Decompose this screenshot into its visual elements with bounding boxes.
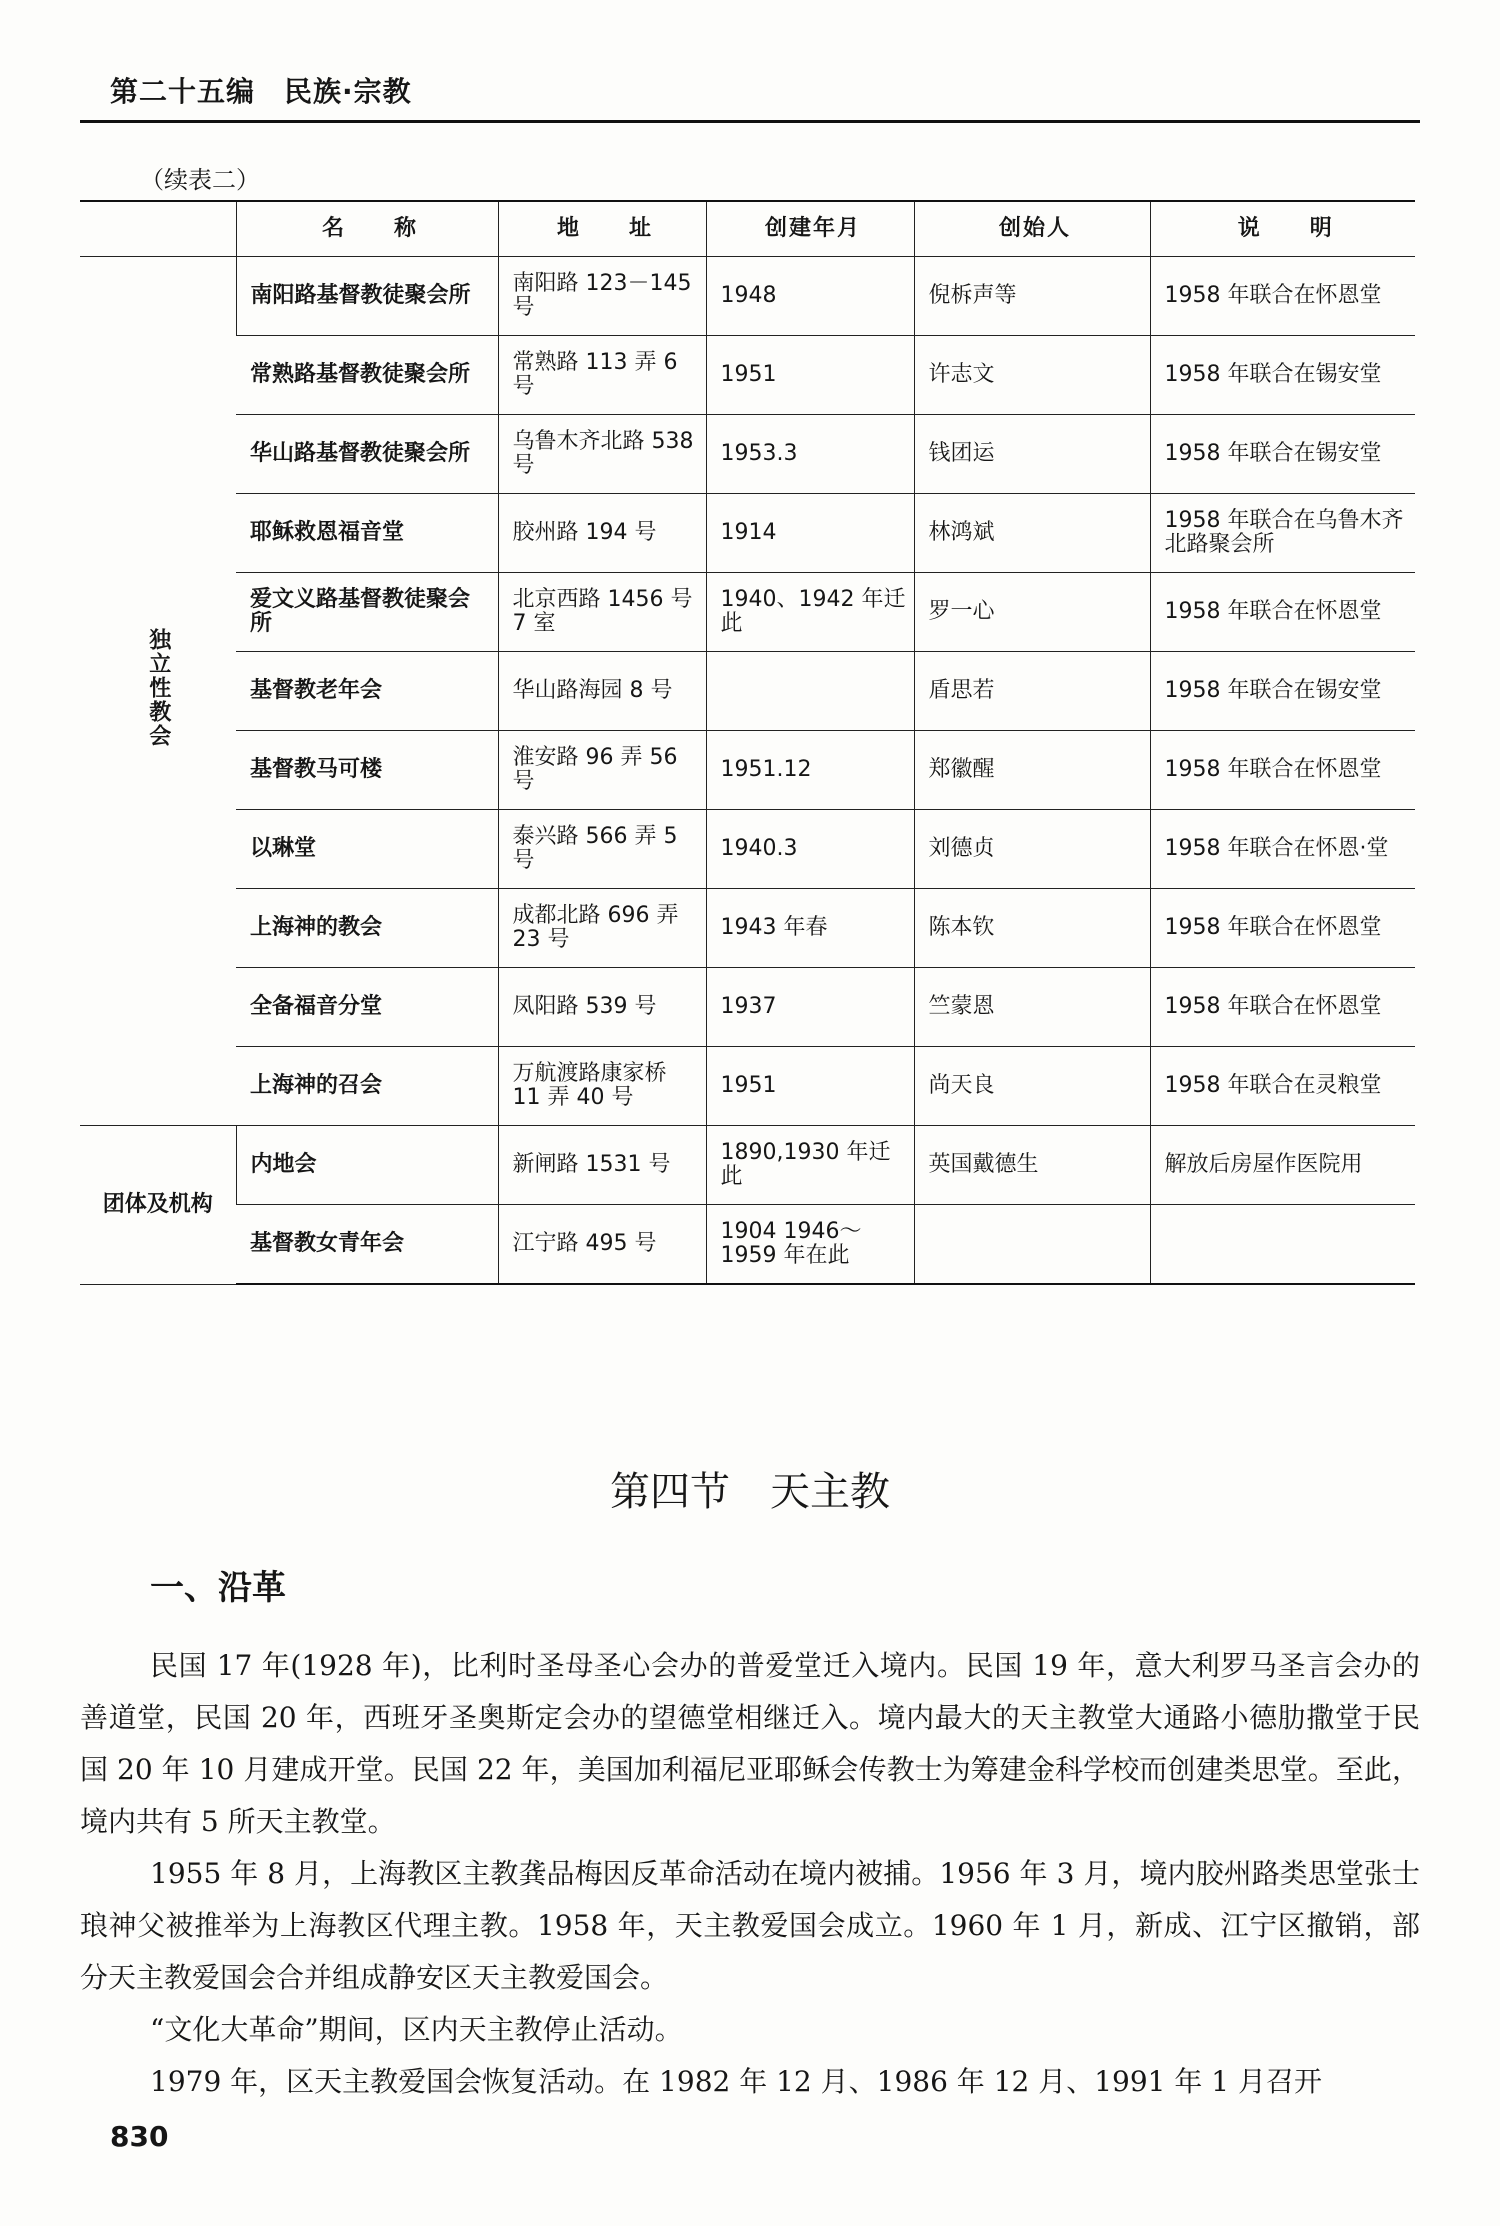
cell-note: 解放后房屋作医院用 xyxy=(1150,1126,1415,1205)
cell-name: 上海神的教会 xyxy=(236,889,498,968)
cell-founded: 1951 xyxy=(706,336,914,415)
cell-founder: 刘德贞 xyxy=(914,810,1150,889)
table-row xyxy=(80,573,1415,652)
cell-founder: 郑徽醒 xyxy=(914,731,1150,810)
cell-name: 耶稣救恩福音堂 xyxy=(236,494,498,573)
cell-founded: 1914 xyxy=(706,494,914,573)
paragraph: 1955 年 8 月，上海教区主教龚品梅因反革命活动在境内被捕。1956 年 3 月，境内胶州路类思堂张士琅神父被推举为上海教区代理主教。1958 年，天主教爱国会成立。1960 年 1 月，新成、江宁区撤销，部分天主教爱国会合并组成静安区天主教爱国会。 xyxy=(80,1857,1420,1994)
table-row xyxy=(80,889,1415,968)
cell-address: 乌鲁木齐北路 538 号 xyxy=(498,415,706,494)
cell-founder xyxy=(914,1205,1150,1285)
cell-note: 1958 年联合在怀恩堂 xyxy=(1150,573,1415,652)
cell-name: 基督教老年会 xyxy=(236,652,498,731)
table-row xyxy=(80,494,1415,573)
cell-address: 胶州路 194 号 xyxy=(498,494,706,573)
cell-name: 南阳路基督教徒聚会所 xyxy=(236,257,498,336)
cell-address: 成都北路 696 弄 23 号 xyxy=(498,889,706,968)
table-row xyxy=(80,257,1415,336)
cell-address: 淮安路 96 弄 56 号 xyxy=(498,731,706,810)
cell-note: 1958 年联合在灵粮堂 xyxy=(1150,1047,1415,1126)
table-row xyxy=(80,1047,1415,1126)
church-table xyxy=(80,200,1415,1285)
table-row xyxy=(80,1126,1415,1205)
cell-address: 凤阳路 539 号 xyxy=(498,968,706,1047)
cell-founder: 盾思若 xyxy=(914,652,1150,731)
subsection-title: 一、沿革 xyxy=(150,1568,286,1608)
cell-founder: 林鸿斌 xyxy=(914,494,1150,573)
table-row xyxy=(80,415,1415,494)
cell-note: 1958 年联合在锡安堂 xyxy=(1150,336,1415,415)
cell-founded: 1904 1946～1959 年在此 xyxy=(706,1205,914,1285)
cell-founded: 1951 xyxy=(706,1047,914,1126)
cell-note: 1958 年联合在锡安堂 xyxy=(1150,415,1415,494)
group-label-cell xyxy=(80,1126,236,1285)
cell-name: 基督教女青年会 xyxy=(236,1205,498,1285)
cell-founder: 尚天良 xyxy=(914,1047,1150,1126)
cell-founded: 1940.3 xyxy=(706,810,914,889)
table-row xyxy=(80,968,1415,1047)
cell-address: 江宁路 495 号 xyxy=(498,1205,706,1285)
cell-founder: 英国戴德生 xyxy=(914,1126,1150,1205)
table-header-row xyxy=(80,201,1415,257)
running-header: 第二十五编 民族·宗教 xyxy=(110,75,412,108)
paragraph: 1979 年，区天主教爱国会恢复活动。在 1982 年 12 月、1986 年 12 月、1991 年 1 月召开 xyxy=(150,2065,1323,2098)
cell-name: 基督教马可楼 xyxy=(236,731,498,810)
table-row xyxy=(80,1205,1415,1285)
cell-founded: 1940、1942 年迁此 xyxy=(706,573,914,652)
cell-note: 1958 年联合在怀恩堂 xyxy=(1150,257,1415,336)
cell-founded xyxy=(706,652,914,731)
cell-founded: 1890,1930 年迁此 xyxy=(706,1126,914,1205)
table-body xyxy=(80,257,1415,1285)
cell-note: 1958 年联合在怀恩堂 xyxy=(1150,889,1415,968)
cell-founder: 许志文 xyxy=(914,336,1150,415)
cell-founder: 罗一心 xyxy=(914,573,1150,652)
table-row xyxy=(80,810,1415,889)
cell-name: 上海神的召会 xyxy=(236,1047,498,1126)
body-text xyxy=(80,1640,1420,2108)
cell-address: 华山路海园 8 号 xyxy=(498,652,706,731)
cell-founded: 1937 xyxy=(706,968,914,1047)
paragraph: 民国 17 年(1928 年)，比利时圣母圣心会办的普爱堂迁入境内。民国 19 年，意大利罗马圣言会办的善道堂，民国 20 年，西班牙圣奥斯定会办的望德堂相继迁入。境内最大的天主教堂大通路小德肋撒堂于民国 20 年 10 月建成开堂。民国 22 年，美国加利福尼亚耶稣会传教士为筹建金科学校而创建类思堂。至此，境内共有 5 所天主教堂。 xyxy=(80,1649,1420,1838)
cell-note: 1958 年联合在怀恩·堂 xyxy=(1150,810,1415,889)
header-rule xyxy=(80,120,1420,123)
group-label-cell xyxy=(80,257,236,1126)
column-header-group xyxy=(80,201,236,257)
column-header-note: 说 明 xyxy=(1150,201,1415,257)
cell-founder: 陈本钦 xyxy=(914,889,1150,968)
table-row xyxy=(80,731,1415,810)
cell-name: 华山路基督教徒聚会所 xyxy=(236,415,498,494)
cell-address: 泰兴路 566 弄 5 号 xyxy=(498,810,706,889)
page-number: 830 xyxy=(110,2120,169,2153)
cell-name: 常熟路基督教徒聚会所 xyxy=(236,336,498,415)
cell-address: 常熟路 113 弄 6 号 xyxy=(498,336,706,415)
cell-address: 南阳路 123－145 号 xyxy=(498,257,706,336)
cell-founded: 1953.3 xyxy=(706,415,914,494)
cell-founder: 竺蒙恩 xyxy=(914,968,1150,1047)
section-title: 第四节 天主教 xyxy=(610,1469,890,1515)
column-header-name: 名 称 xyxy=(236,201,498,257)
cell-note: 1958 年联合在怀恩堂 xyxy=(1150,731,1415,810)
cell-founder: 钱团运 xyxy=(914,415,1150,494)
cell-founded: 1948 xyxy=(706,257,914,336)
cell-note: 1958 年联合在怀恩堂 xyxy=(1150,968,1415,1047)
cell-founded: 1951.12 xyxy=(706,731,914,810)
table-caption: （续表二） xyxy=(140,166,260,194)
column-header-founder: 创始人 xyxy=(914,201,1150,257)
cell-name: 内地会 xyxy=(236,1126,498,1205)
column-header-address: 地 址 xyxy=(498,201,706,257)
cell-address: 新闸路 1531 号 xyxy=(498,1126,706,1205)
cell-address: 万航渡路康家桥 11 弄 40 号 xyxy=(498,1047,706,1126)
table-row xyxy=(80,652,1415,731)
table-row xyxy=(80,336,1415,415)
cell-note xyxy=(1150,1205,1415,1285)
cell-founded: 1943 年春 xyxy=(706,889,914,968)
column-header-founded: 创建年月 xyxy=(706,201,914,257)
group-label: 独立性教会 xyxy=(145,628,171,748)
cell-name: 全备福音分堂 xyxy=(236,968,498,1047)
paragraph: “文化大革命”期间，区内天主教停止活动。 xyxy=(150,2013,683,2046)
cell-note: 1958 年联合在锡安堂 xyxy=(1150,652,1415,731)
cell-name: 爱文义路基督教徒聚会所 xyxy=(236,573,498,652)
cell-founder: 倪柝声等 xyxy=(914,257,1150,336)
cell-address: 北京西路 1456 号 7 室 xyxy=(498,573,706,652)
cell-note: 1958 年联合在乌鲁木齐北路聚会所 xyxy=(1150,494,1415,573)
cell-name: 以琳堂 xyxy=(236,810,498,889)
group-label: 团体及机构 xyxy=(102,1191,213,1217)
